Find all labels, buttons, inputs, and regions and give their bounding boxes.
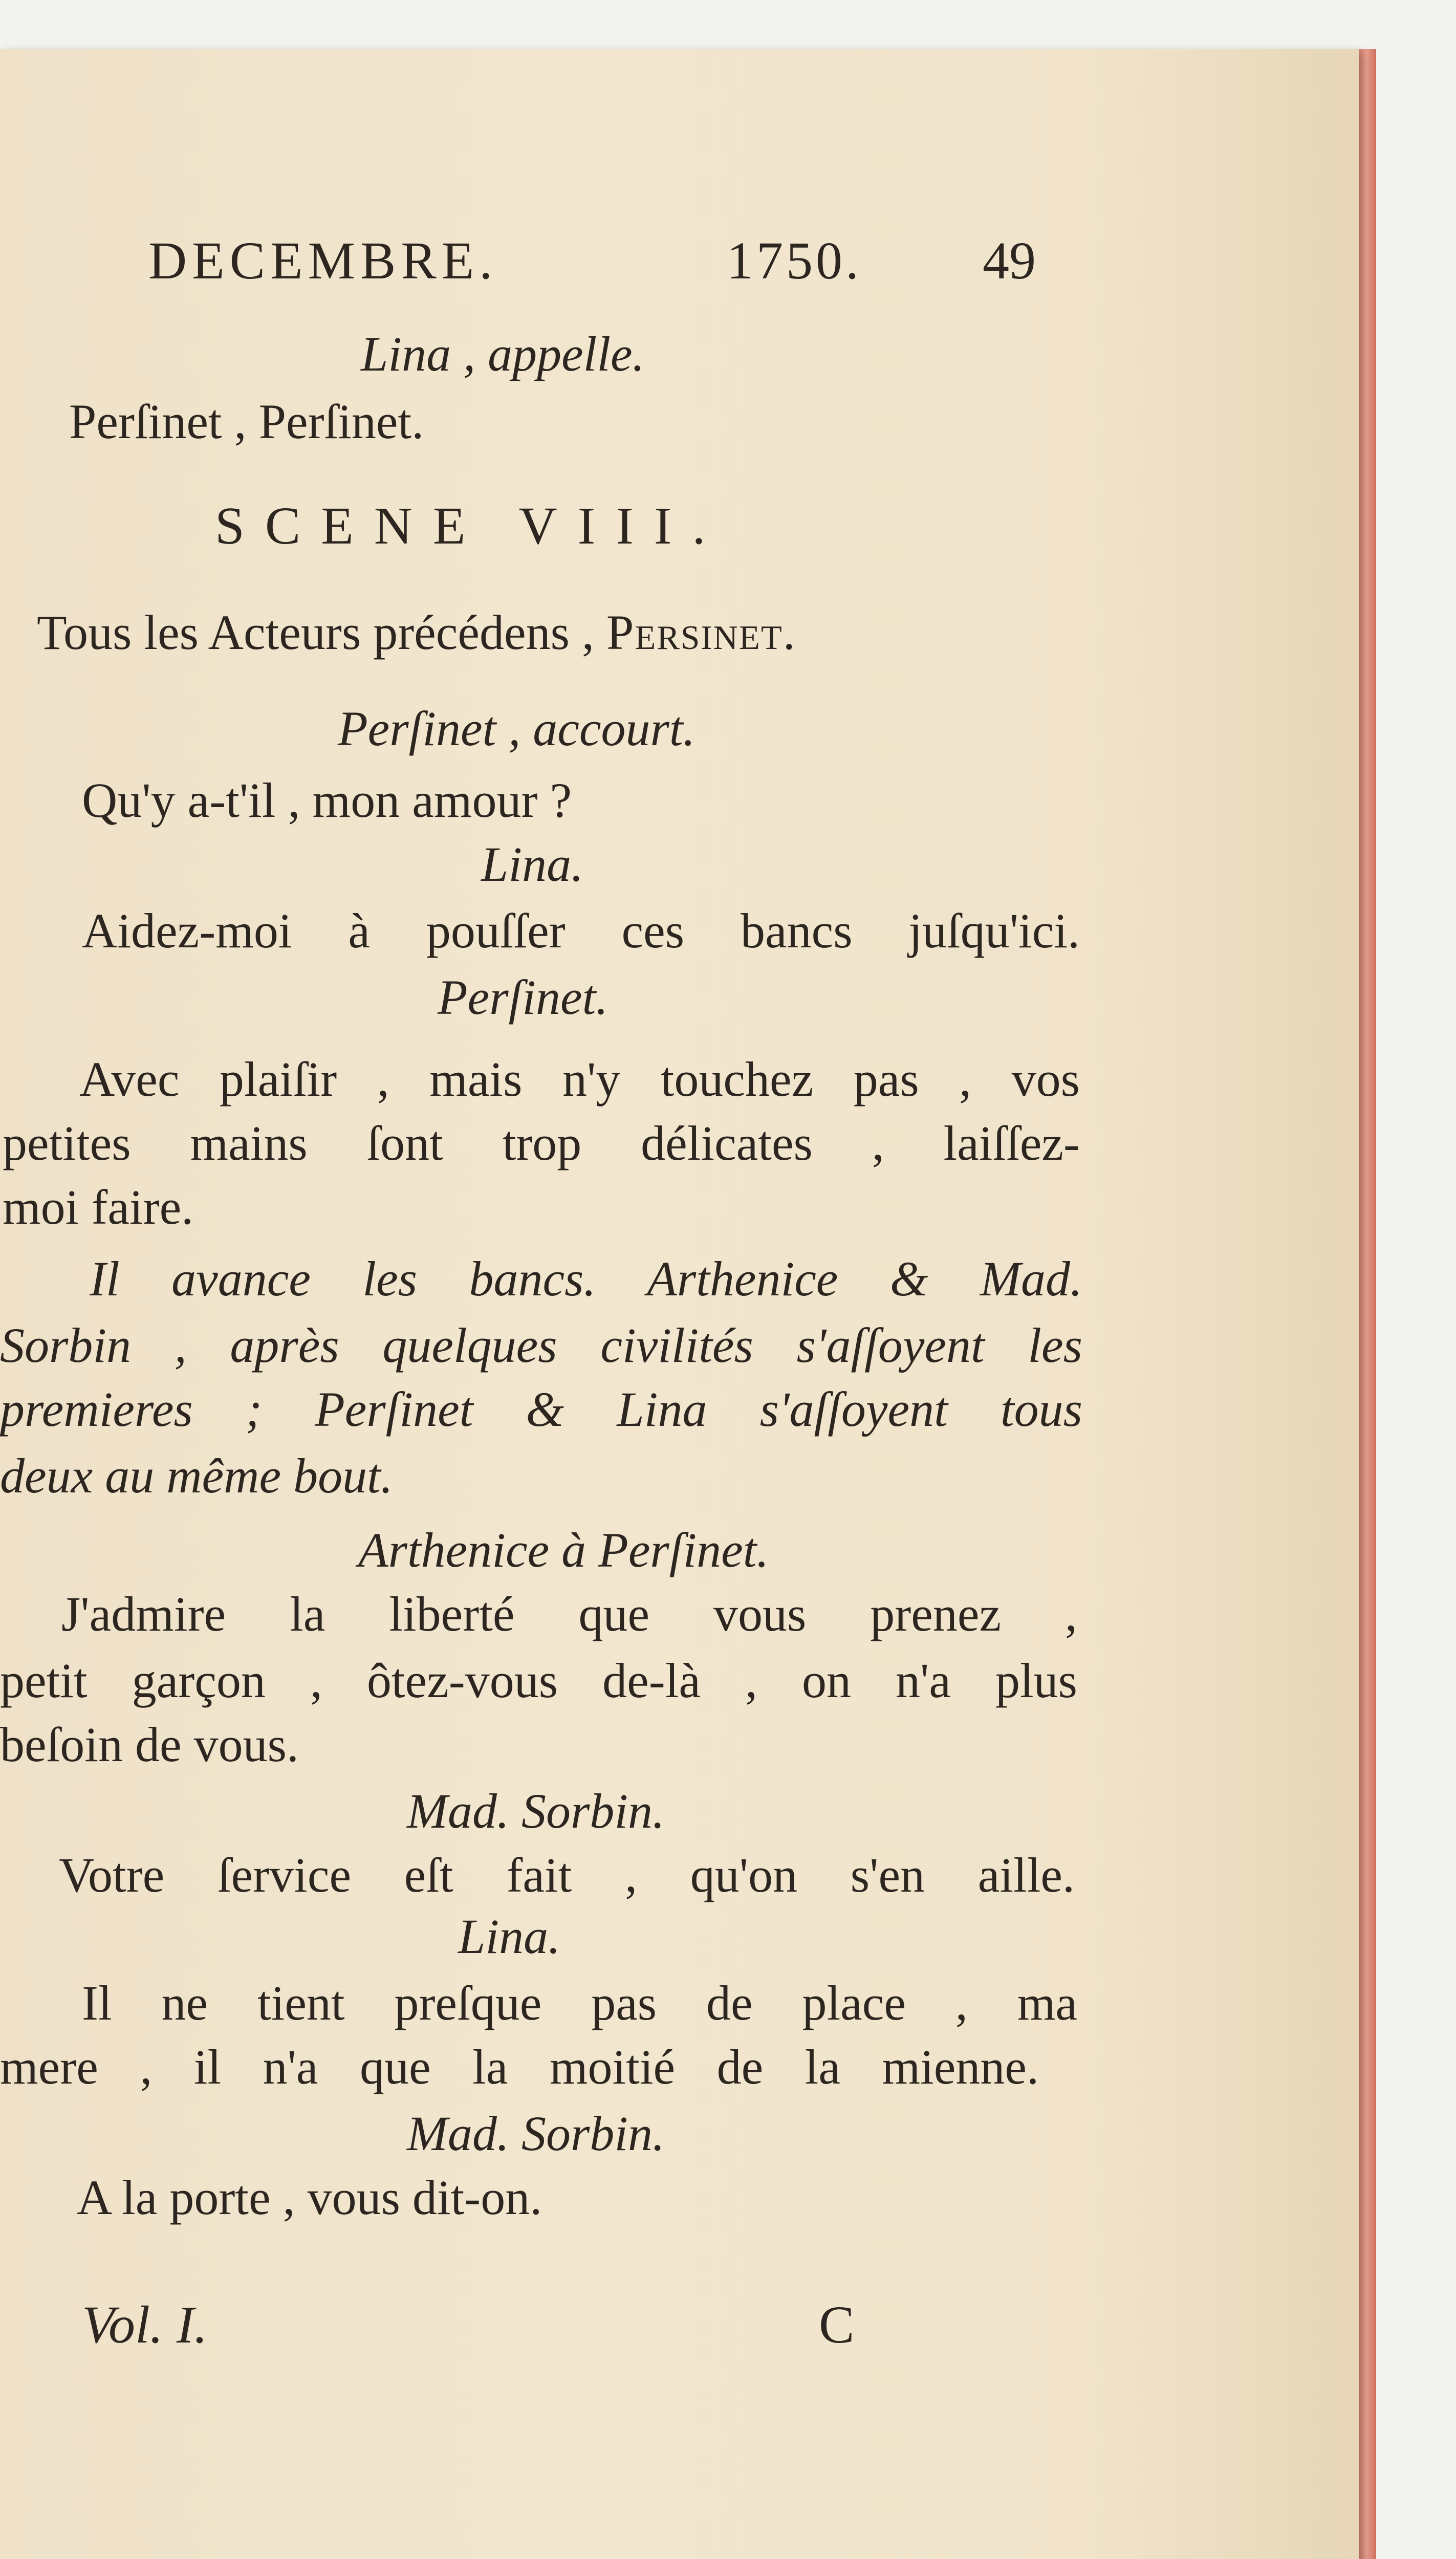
text-line: A la porte , vous dit-on. (77, 2170, 542, 2225)
book-page (0, 49, 1359, 2559)
cast-name: Persinet. (606, 605, 796, 660)
text-line: Avec plaiſir , mais n'y touchez pas , vos (79, 1052, 1080, 1107)
text-line: moi faire. (3, 1180, 194, 1234)
speaker-line: Mad. Sorbin. (407, 1784, 665, 1838)
page-edge (1359, 49, 1376, 2559)
volume-label: Vol. I. (82, 2295, 208, 2354)
stage-direction: premieres ; Perſinet & Lina s'aſſoyent tous (0, 1382, 1082, 1437)
text-line: J'admire la liberté que vous prenez , (61, 1587, 1077, 1641)
text-line: petites mains ſont trop délicates , laiſſez- (3, 1116, 1080, 1170)
speaker-line: Mad. Sorbin. (407, 2106, 665, 2161)
speaker-line: Perſinet , accourt. (338, 701, 696, 756)
speaker-line: Perſinet. (438, 970, 609, 1025)
speaker-line: Lina , appelle. (361, 327, 645, 381)
scene-title: SCENE VIII. (215, 496, 726, 555)
cast-text: Tous les Acteurs précédens , (37, 605, 606, 660)
stage-direction: Il avance les bancs. Arthenice & Mad. (90, 1251, 1082, 1306)
text-line: mere , il n'a que la moitié de la mienne. (0, 2040, 1039, 2094)
signature-mark: C (819, 2295, 855, 2354)
speaker-line: Lina. (481, 837, 584, 892)
cast-line (37, 605, 1076, 660)
text-line: Aidez-moi à pouſſer ces bancs juſqu'ici. (82, 903, 1080, 958)
text-line: Qu'y a-t'il , mon amour ? (82, 773, 572, 828)
text-line: Votre ſervice eſt fait , qu'on s'en aille. (59, 1848, 1075, 1902)
text-line: Perſinet , Perſinet. (69, 394, 424, 449)
stage-direction: deux au même bout. (0, 1448, 393, 1503)
speaker-line: Lina. (458, 1909, 561, 1964)
running-title: DECEMBRE. (148, 231, 498, 290)
year: 1750. (727, 231, 862, 290)
speaker-line: Arthenice à Perſinet. (358, 1523, 769, 1577)
page-number: 49 (983, 231, 1036, 290)
text-line: petit garçon , ôtez-vous de-là , on n'a plus (0, 1653, 1077, 1708)
text-line: beſoin de vous. (0, 1717, 299, 1772)
text-line: Il ne tient preſque pas de place , ma (82, 1976, 1077, 2030)
stage-direction: Sorbin , après quelques civilités s'aſſoyent les (0, 1318, 1082, 1373)
